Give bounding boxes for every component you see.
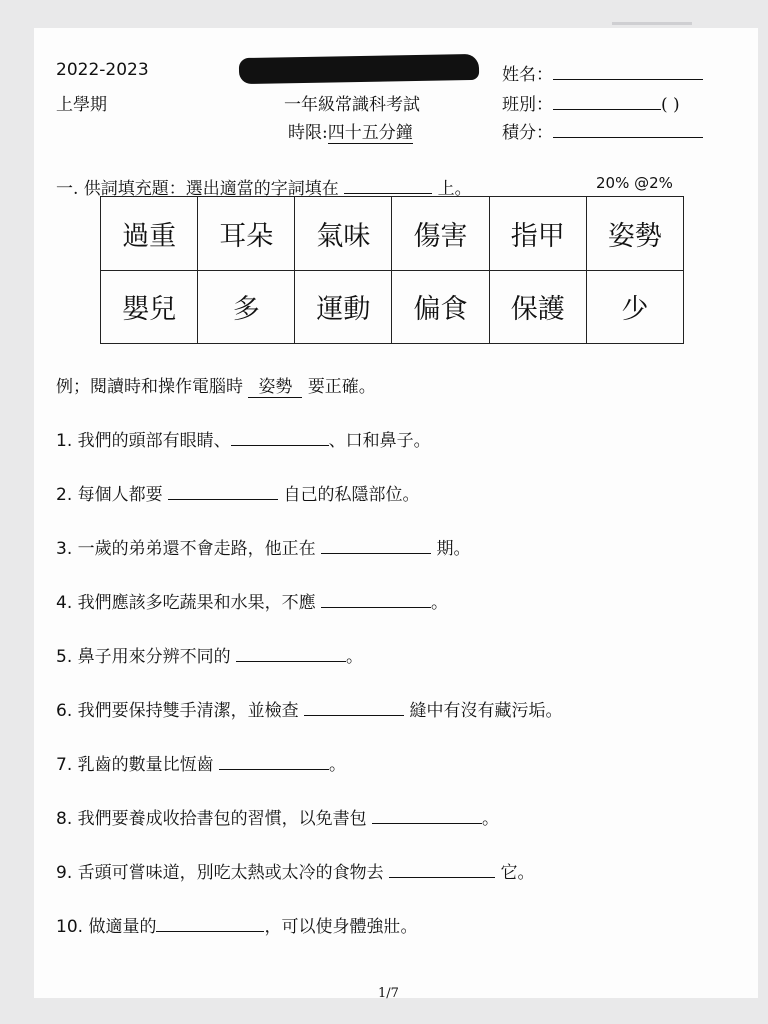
exam-sheet (34, 28, 758, 1001)
answer-blank[interactable] (168, 483, 278, 500)
word-bank-table (100, 196, 684, 344)
question-number: 9. (56, 863, 73, 883)
question-number: 7. (56, 755, 73, 775)
scan-edge-mark (612, 22, 692, 25)
score-label: 積分： (502, 123, 553, 143)
time-limit (288, 118, 413, 143)
question-text: 舌頭可嘗味道，別吃太熱或太冷的食物去 (77, 863, 384, 883)
question-5 (56, 642, 363, 667)
question-text: 每個人都要 (77, 485, 163, 505)
word-cell: 傷害 (392, 197, 489, 271)
time-label: 時限: (288, 123, 328, 143)
answer-blank[interactable] (219, 753, 329, 770)
answer-blank[interactable] (321, 591, 431, 608)
word-cell: 偏食 (392, 270, 489, 344)
question-text-after: 、口和鼻子。 (328, 431, 431, 451)
name-field[interactable] (502, 60, 703, 85)
answer-blank[interactable] (372, 807, 482, 824)
question-text: 做適量的 (88, 917, 157, 937)
question-text-after: 。 (346, 647, 364, 667)
question-number: 5. (56, 647, 73, 667)
answer-blank[interactable] (156, 915, 264, 932)
question-text: 乳齒的數量比恆齒 (77, 755, 214, 775)
word-cell: 過重 (101, 197, 198, 271)
question-text: 我們要養成收拾書包的習慣，以免書包 (77, 809, 367, 829)
answer-blank[interactable] (321, 537, 431, 554)
question-number: 10. (56, 917, 84, 937)
question-text-after: 。 (482, 809, 500, 829)
word-cell: 少 (586, 270, 683, 344)
question-6 (56, 696, 562, 721)
question-text-after: 它。 (500, 863, 535, 883)
section-marks: 20% @2% (596, 174, 673, 192)
question-text-after: 期。 (436, 539, 471, 559)
word-cell: 運動 (295, 270, 392, 344)
question-number: 3. (56, 539, 73, 559)
word-cell: 姿勢 (586, 197, 683, 271)
question-text-after: 。 (329, 755, 347, 775)
example-prefix: 例；閱讀時和操作電腦時 (56, 377, 243, 397)
word-cell: 保護 (489, 270, 586, 344)
answer-blank[interactable] (389, 861, 495, 878)
word-cell: 嬰兒 (101, 270, 198, 344)
question-number: 8. (56, 809, 73, 829)
redacted-school-name (239, 54, 479, 84)
question-text-after: ，可以使身體強壯。 (264, 917, 418, 937)
answer-blank[interactable] (304, 699, 404, 716)
word-bank-row (101, 197, 684, 271)
question-3 (56, 534, 470, 559)
question-4 (56, 588, 448, 613)
question-text: 一歲的弟弟還不會走路，他正在 (77, 539, 316, 559)
question-9 (56, 858, 534, 883)
class-label: 班別： (502, 95, 553, 115)
section-instruction-suffix: 上。 (437, 179, 472, 199)
question-number: 1. (56, 431, 73, 451)
word-cell: 多 (198, 270, 295, 344)
class-field[interactable] (502, 90, 680, 115)
question-number: 4. (56, 593, 73, 613)
time-value: 四十五分鐘 (327, 123, 413, 143)
example-answer: 姿勢 (248, 372, 302, 398)
question-number: 2. (56, 485, 73, 505)
question-text: 我們的頭部有眼睛、 (77, 431, 231, 451)
term: 上學期 (56, 95, 107, 115)
question-text: 鼻子用來分辨不同的 (77, 647, 231, 667)
word-cell: 氣味 (295, 197, 392, 271)
question-text: 我們要保持雙手清潔，並檢查 (77, 701, 299, 721)
example-line (56, 372, 376, 398)
question-8 (56, 804, 499, 829)
question-1 (56, 426, 431, 451)
question-text-after: 。 (431, 593, 449, 613)
class-number-paren: ( ) (661, 95, 680, 115)
question-text: 我們應該多吃蔬果和水果，不應 (77, 593, 316, 613)
section-instruction: 一. 供詞填充題：選出適當的字詞填在 (56, 179, 339, 199)
question-text-after: 自己的私隱部位。 (283, 485, 420, 505)
exam-title: 一年級常識科考試 (284, 95, 420, 115)
question-number: 6. (56, 701, 73, 721)
question-10 (56, 912, 417, 937)
example-suffix: 要正確。 (307, 377, 376, 397)
school-year: 2022-2023 (56, 60, 149, 80)
answer-blank[interactable] (231, 429, 329, 446)
score-field[interactable] (502, 118, 703, 143)
name-label: 姓名： (502, 65, 553, 85)
question-2 (56, 480, 419, 505)
word-bank-row (101, 270, 684, 344)
answer-blank[interactable] (236, 645, 346, 662)
word-cell: 指甲 (489, 197, 586, 271)
page-number: 1/7 (378, 986, 399, 1001)
question-text-after: 縫中有沒有藏污垢。 (409, 701, 563, 721)
word-cell: 耳朵 (198, 197, 295, 271)
question-7 (56, 750, 346, 775)
